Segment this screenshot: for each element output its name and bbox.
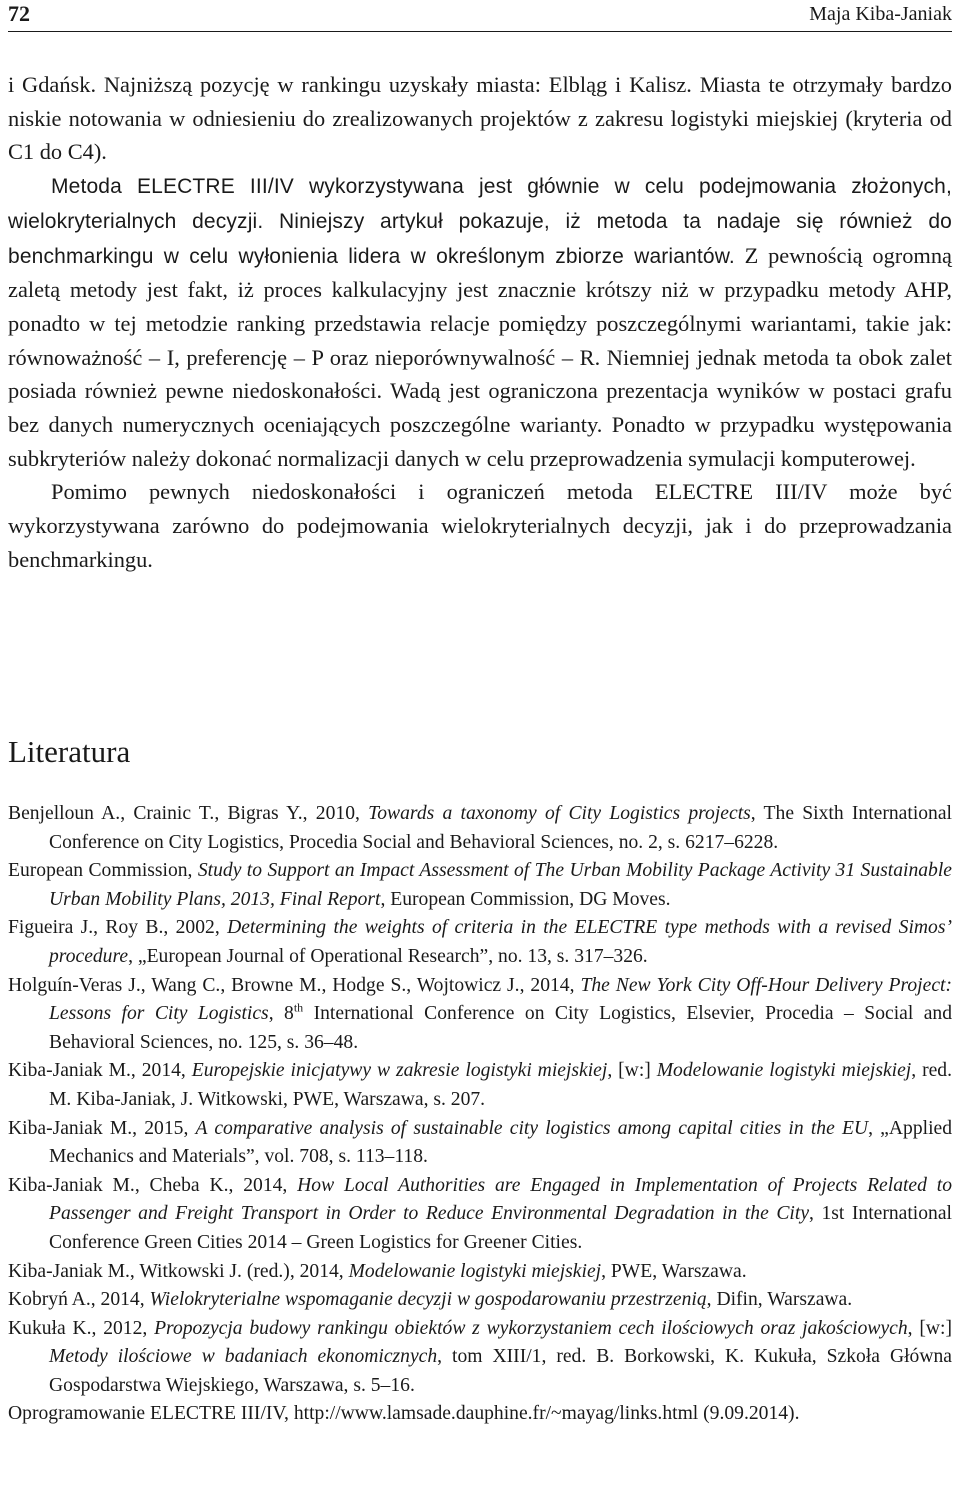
reference-item — [8, 1400, 952, 1429]
ref-title: Determining the weights of criteria in the ELECTRE type methods with a revised Simos’ procedure — [49, 917, 953, 967]
paragraph-1: i Gdańsk. Najniższą pozycję w rankingu uzyskały miasta: Elbląg i Kalisz. Miasta te otrzymały bardzo niskie notowania w odniesieniu do zrealizowanych projektów z zakresu logistyki miejskiej (kryteria od C1 do C4). — [8, 72, 952, 165]
ref-connector: , [w:] — [607, 1060, 657, 1082]
page-number: 72 — [8, 1, 30, 26]
ref-details: , The Sixth International Conference on City Logistics, Procedia Social and Behavioral Sciences, no. 2, s. 6217–6228. — [49, 803, 952, 853]
ref-software-entry: Oprogramowanie ELECTRE III/IV, http://www.lamsade.dauphine.fr/~mayag/links.html (9.09.2014). — [8, 1403, 800, 1425]
ref-title: Propozycja budowy rankingu obiektów z wykorzystaniem cech ilościowych oraz jakościowych — [154, 1317, 908, 1339]
body-text — [8, 68, 952, 577]
reference-item — [8, 1172, 952, 1258]
ref-details: , 1st International Conference Green Cities 2014 – Green Logistics for Greener Cities. — [49, 1203, 952, 1253]
paragraph-2-sans-part: Metoda ELECTRE III/IV wykorzystywana jest głównie w celu podejmowania złożonych, wielokryterialnych decyzji. Niniejszy artykuł pokazuje, iż metoda ta nadaje się również do benchmarkingu w celu wyłonienia lidera w określonym zbiorze wariantów. — [8, 175, 952, 268]
ref-authors: European Commission, — [8, 860, 198, 882]
ref-authors: Kiba-Janiak M., Witkowski J. (red.), 2014, — [8, 1260, 349, 1282]
ref-details: , European Commission, DG Moves. — [380, 888, 671, 910]
ref-authors: Kiba-Janiak M., Cheba K., 2014, — [8, 1174, 298, 1196]
ref-book-title: Modelowanie logistyki miejskiej — [656, 1060, 912, 1082]
ref-title: Study to Support an Impact Assessment of The Urban Mobility Package Activity 31 Sustainable Urban Mobility Plans, 2013, Final Report — [49, 860, 952, 910]
ref-details: , red. M. Kiba-Janiak, J. Witkowski, PWE, Warszawa, s. 207. — [49, 1060, 952, 1110]
ref-details: , 8 — [268, 1003, 294, 1025]
ref-details: , „Applied Mechanics and Materials”, vol. 708, s. 113–118. — [49, 1117, 953, 1168]
ref-details: , tom XIII/1, red. B. Borkowski, K. Kukuła, Szkoła Główna Gospodarstwa Wiejskiego, Warszawa, s. 5–16. — [49, 1346, 952, 1396]
ref-title: A comparative analysis of sustainable city logistics among capital cities in the EU — [195, 1117, 869, 1139]
ref-authors: Holguín-Veras J., Wang C., Browne M., Hodge S., Wojtowicz J., 2014, — [8, 974, 581, 996]
ref-title: How Local Authorities are Engaged in Implementation of Projects Related to Passenger and Freight Transport in Order to Reduce Environmental Degradation in the City — [49, 1174, 952, 1225]
reference-item — [8, 914, 952, 971]
ref-authors: Benjelloun A., Crainic T., Bigras Y., 2010, — [8, 803, 369, 824]
ref-title: The New York City Off-Hour Delivery Project: Lessons for City Logistics — [49, 974, 952, 1025]
ref-details: International Conference on City Logistics, Elsevier, Procedia – Social and Behavioral Sciences, no. 125, s. 36–48. — [49, 1003, 953, 1053]
reference-item — [8, 1315, 952, 1401]
ref-title: Wielokryterialne wspomaganie decyzji w gospodarowaniu przestrzenią — [149, 1289, 707, 1311]
ref-title: Modelowanie logistyki miejskiej — [348, 1260, 602, 1282]
ref-book-title: Metody ilościowe w badaniach ekonomicznych — [49, 1346, 438, 1368]
section-title-literatura: Literatura — [8, 734, 131, 769]
ref-authors: Kiba-Janiak M., 2015, — [8, 1117, 196, 1139]
paragraph-2 — [8, 169, 952, 475]
ref-authors: Kukuła K., 2012, — [8, 1317, 155, 1339]
ref-title: Towards a taxonomy of City Logistics projects — [368, 803, 751, 824]
paragraph-2-serif-part: Z pewnością ogromną zaletą metody jest fakt, iż proces kalkulacyjny jest znacznie krótszy niż w przypadku metody AHP, ponadto w tej metodzie ranking przedstawia relacje pomiędzy poszczególnymi wariantami, takie jak: równoważność – I, preferencję – P oraz nieporównywalność – R. Niemniej jednak metoda ta obok zalet posiada również pewne niedoskonałości. Wadą jest ograniczona prezentacja wyników w postaci grafu bez danych numerycznych oceniających poszczególne warianty. Ponadto w przypadku występowania subkryteriów należy dokonać normalizacji danych w celu przeprowadzenia symulacji komputerowej. — [8, 242, 952, 471]
reference-item — [8, 857, 952, 914]
ref-authors: Kiba-Janiak M., 2014, — [8, 1060, 192, 1082]
ref-details: , PWE, Warszawa. — [601, 1260, 747, 1282]
reference-item — [8, 1258, 952, 1287]
paragraph-3: Pomimo pewnych niedoskonałości i ograniczeń metoda ELECTRE III/IV może być wykorzystywana zarówno do podejmowania wielokryterialnych decyzji, jak i do przeprowadzania benchmarkingu. — [8, 479, 952, 572]
ref-superscript: th — [293, 1000, 304, 1015]
running-head-author: Maja Kiba-Janiak — [809, 3, 952, 25]
header-rule — [8, 31, 952, 32]
reference-item — [8, 1115, 952, 1172]
ref-authors: Figueira J., Roy B., 2002, — [8, 917, 228, 939]
reference-list — [8, 800, 952, 1429]
ref-connector: , [w:] — [907, 1317, 952, 1339]
reference-item — [8, 800, 952, 857]
ref-authors: Kobryń A., 2014, — [8, 1289, 150, 1311]
ref-details: , Difin, Warszawa. — [706, 1289, 853, 1311]
reference-item — [8, 1057, 952, 1114]
ref-title: Europejskie inicjatywy w zakresie logistyki miejskiej — [191, 1060, 608, 1082]
ref-details: , „European Journal of Operational Research”, no. 13, s. 317–326. — [128, 945, 648, 967]
reference-item — [8, 972, 952, 1058]
running-header — [8, 0, 952, 32]
reference-item — [8, 1286, 952, 1315]
